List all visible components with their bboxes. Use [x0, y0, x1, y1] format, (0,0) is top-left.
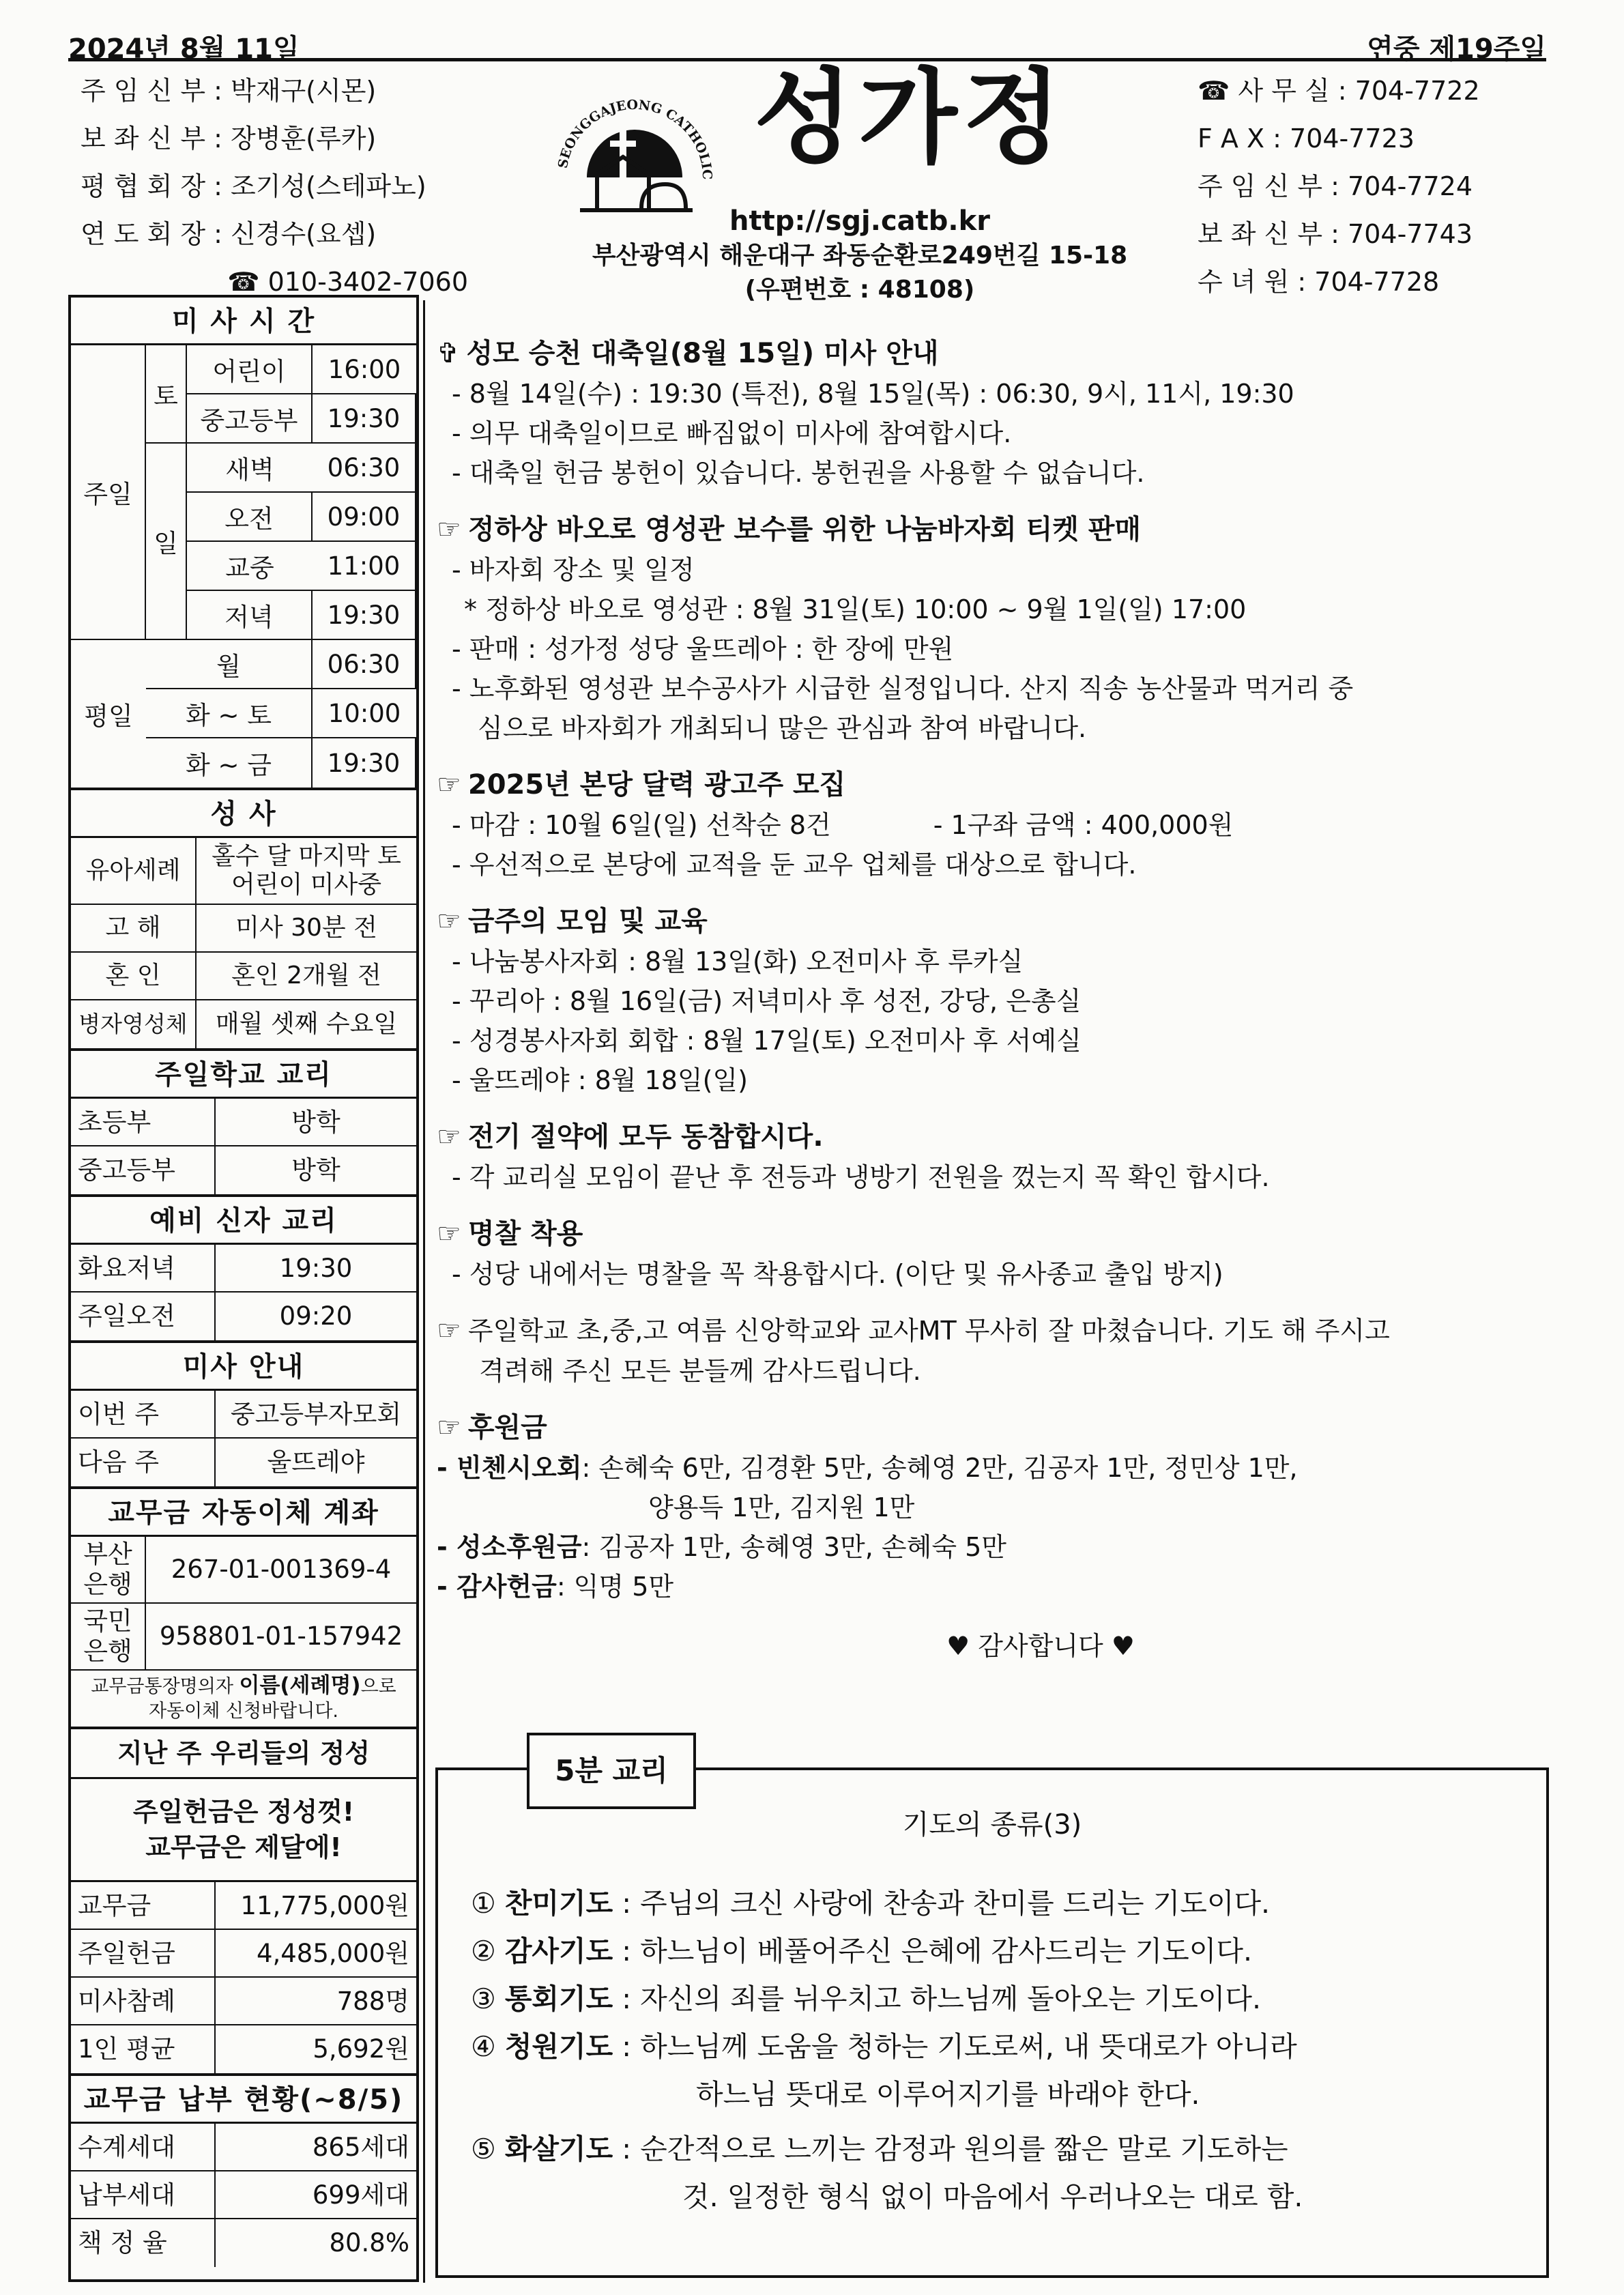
pointing-hand-icon: ☞: [437, 906, 461, 937]
school-group: 중고등부: [71, 1146, 216, 1194]
offering-amount: 788명: [216, 1978, 416, 2025]
header-left-staff: [81, 67, 490, 306]
church-url[interactable]: http://sgj.catb.kr: [729, 205, 990, 237]
contact-row: 수 녀 원 : 704-7728: [1198, 267, 1440, 297]
header-right-contacts: [1198, 67, 1546, 306]
announcement-line: - 우선적으로 본당에 교적을 둔 교우 업체를 대상으로 합니다.: [452, 850, 1137, 880]
school-group: 초등부: [71, 1099, 216, 1146]
announcement-title: 후원금: [467, 1412, 547, 1443]
sacraments-title: 성 사: [71, 790, 416, 838]
staff-row: 보 좌 신 부 : 장병훈(루카): [81, 124, 377, 154]
prayer-types-list: [471, 1879, 1522, 2221]
announcement-line: * 정하상 바오로 영성관 : 8월 31일(토) 10:00 ~ 9월 1일(일) 17:00: [464, 594, 1247, 624]
sunday-school-table: [71, 1099, 416, 1194]
prayer-item: ③ 통회기도 : 자신의 죄를 뉘우치고 하느님께 돌아오는 기도이다.: [471, 1982, 1262, 2015]
donation-row: - 빈첸시오회 : 손혜숙 6만, 김경환 5만, 송혜영 2만, 김공자 1만, 정민상 1만,: [437, 1453, 1298, 1483]
dues-value: 865세대: [216, 2124, 416, 2171]
announcement-title: 명찰 착용: [467, 1218, 583, 1250]
donation-row: - 감사헌금 : 익명 5만: [437, 1572, 674, 1602]
mass-times-title: 미 사 시 간: [71, 298, 416, 345]
mass-time: 09:00: [313, 493, 416, 542]
auto-transfer-section: [71, 1489, 416, 1729]
mass-time: 11:00: [313, 542, 416, 591]
dues-section: [71, 2076, 416, 2267]
thanks-note: ♥ 감사합니다 ♥: [946, 1631, 1135, 1661]
announcement-line: - 꾸리아 : 8월 16일(금) 저녁미사 후 성전, 강당, 은총실: [452, 986, 1082, 1016]
contact-phone: ☎ 010-3402-7060: [227, 267, 468, 297]
church-address: 부산광역시 해운대구 좌동순환로249번길 15-18: [592, 242, 1128, 270]
mass-time: 19:30: [313, 738, 416, 788]
sacrament-name: 고 해: [71, 905, 197, 953]
mass-time: 06:30: [313, 640, 416, 689]
mass-name: 어린이: [187, 345, 313, 394]
donation-row: 양용득 1만, 김지원 1만: [648, 1492, 915, 1522]
pointing-hand-icon: ☞: [437, 1218, 461, 1250]
catechumen-section: [71, 1197, 416, 1343]
announcement-bazaar: [437, 509, 1535, 748]
mass-info-section: [71, 1343, 416, 1489]
offering-table: [71, 1882, 416, 2073]
contact-row: F A X : 704-7723: [1198, 124, 1415, 154]
offering-amount: 11,775,000원: [216, 1882, 416, 1930]
left-sidebar: [68, 295, 419, 2282]
offering-item: 교무금: [71, 1882, 216, 1930]
donation-row: - 성소후원금 : 김공자 1만, 송혜영 3만, 손혜숙 5만: [437, 1532, 1007, 1562]
pointing-hand-icon: ☞: [437, 769, 461, 800]
prayer-item: ② 감사기도 : 하느님이 베풀어주신 은혜에 감사드리는 기도이다.: [471, 1935, 1253, 1967]
sacrament-info: 매월 셋째 수요일: [215, 1010, 398, 1038]
announcement-line: 심으로 바자회가 개최되니 많은 관심과 참여 바랍니다.: [478, 713, 1087, 743]
sacraments-section: [71, 790, 416, 1051]
announcement-line: - 8월 14일(수) : 19:30 (특전), 8월 15일(목) : 06:30, 9시, 11시, 19:30: [452, 379, 1294, 409]
announcement-assumption: [437, 333, 1535, 493]
mass-name: 교중: [187, 542, 313, 591]
sacrament-info: 혼인 2개월 전: [197, 953, 416, 1000]
dues-value: 80.8%: [329, 2228, 409, 2257]
catechumen-table: [71, 1245, 416, 1340]
account-number: 267-01-001369-4: [146, 1537, 416, 1604]
sacrament-name: 병자영성체: [71, 1000, 197, 1048]
mass-name: 화 ~ 토: [146, 689, 313, 738]
bank-name: 부산 은행: [71, 1537, 146, 1604]
liturgical-week: 연중 제19주일: [1367, 33, 1546, 65]
mass-name: 오전: [187, 493, 313, 542]
catechism-tag: 5분 교리: [527, 1733, 696, 1809]
staff-row: 평 협 회 장 : 조기성(스테파노): [81, 171, 426, 201]
announcements: [437, 333, 1535, 1666]
staff-row: 연 도 회 장 : 신경수(요셉): [81, 219, 377, 249]
announcement-name-tag: [437, 1213, 1535, 1294]
sunday-school-section: [71, 1051, 416, 1197]
contact-row: 주 임 신 부 : 704-7724: [1198, 171, 1473, 201]
pointing-hand-icon: ☞: [437, 1121, 461, 1153]
pointing-hand-icon: ☞: [437, 1315, 461, 1346]
prayer-item-continued: 하느님 뜻대로 이루어지기를 바래야 한다.: [696, 2078, 1200, 2111]
svg-text:SEONGGAJEONG CATHOLIC CHURCH: SEONGGAJEONG CATHOLIC: [555, 97, 715, 180]
catechumen-title: 예비 신자 교리: [71, 1197, 416, 1245]
mass-info-group: 중고등부자모회: [216, 1391, 416, 1439]
mass-time: 10:00: [313, 689, 416, 738]
announcement-title: 2025년 본당 달력 광고주 모집: [467, 769, 846, 800]
announcement-line: - 각 교리실 모임이 끝난 후 전등과 냉방기 전원을 껐는지 꼭 확인 합시다.: [452, 1162, 1270, 1192]
sunday-day-label: 일: [146, 444, 187, 640]
announcement-line: - 울뜨레야 : 8월 18일(일): [452, 1065, 748, 1095]
offering-section: [71, 1729, 416, 2076]
issue-date: 2024년 8월 11일: [68, 33, 300, 65]
account-table: [71, 1537, 416, 1671]
sunday-label: 주일: [71, 345, 146, 640]
announcement-meetings: [437, 901, 1535, 1100]
mass-name: 저녁: [187, 591, 313, 640]
sunday-school-title: 주일학교 교리: [71, 1051, 416, 1099]
mass-time: 19:30: [313, 591, 416, 640]
announcement-line: - 성당 내에서는 명찰을 꼭 착용합시다. (이단 및 유사종교 출입 방지): [452, 1259, 1223, 1289]
header-top-bar: [68, 27, 1546, 65]
mass-time: 16:00: [313, 345, 416, 394]
announcement-title: 정하상 바오로 영성관 보수를 위한 나눔바자회 티켓 판매: [467, 514, 1142, 545]
weekday-label: 평일: [84, 702, 133, 731]
mass-name: 중고등부: [187, 394, 313, 444]
mass-info-table: [71, 1391, 416, 1486]
announcement-summer-school: [437, 1310, 1535, 1391]
school-status: 방학: [216, 1099, 416, 1146]
offering-item: 1인 평균: [71, 2025, 216, 2073]
account-number: 958801-01-157942: [146, 1604, 416, 1671]
announcement-title: 성모 승천 대축일(8월 15일) 미사 안내: [466, 338, 939, 369]
announcement-line: - 의무 대축일이므로 빠짐없이 미사에 참여합시다.: [452, 418, 1012, 448]
announcement-line: 격려해 주신 모든 분들께 감사드립니다.: [479, 1356, 921, 1386]
offering-title: 지난 주 우리들의 정성: [117, 1738, 371, 1768]
dues-value: 699세대: [216, 2171, 416, 2219]
catechism-box: [435, 1754, 1549, 2278]
saturday-label: 토: [146, 345, 187, 444]
announcement-line: 주일학교 초,중,고 여름 신앙학교와 교사MT 무사히 잘 마쳤습니다. 기도 해 주시고: [467, 1316, 1390, 1346]
sacraments-table: [71, 838, 416, 1048]
mass-name: 화 ~ 금: [146, 738, 313, 788]
announcement-donations: [437, 1407, 1535, 1606]
announcement-power-saving: [437, 1116, 1535, 1197]
pointing-hand-icon: ☞: [437, 514, 461, 545]
sacrament-name: 유아세례: [71, 838, 197, 905]
mass-info-week: 다음 주: [71, 1439, 216, 1486]
sacrament-info: 홀수 달 마지막 토 어린이 미사중: [197, 838, 416, 905]
offering-amount: 4,485,000원: [216, 1930, 416, 1978]
announcement-line: - 나눔봉사자회 : 8월 13일(화) 오전미사 후 루카실: [452, 947, 1024, 977]
sacrament-info: 미사 30분 전: [197, 905, 416, 953]
mass-times-table: [71, 345, 416, 788]
masthead-title: 성가정: [754, 59, 1067, 177]
announcement-line: - 판매 : 성가정 성당 울뜨레아 : 한 장에 만원: [452, 634, 954, 664]
column-divider: [423, 300, 425, 2283]
mass-info-group: 울뜨레야: [267, 1447, 365, 1477]
contact-row: ☎ 사 무 실 : 704-7722: [1198, 76, 1480, 106]
auto-transfer-title: 교무금 자동이체 계좌: [71, 1489, 416, 1537]
announcement-line: - 바자회 장소 및 일정: [452, 555, 695, 585]
mass-info-week: 이번 주: [71, 1391, 216, 1439]
cross-icon: ✞: [437, 338, 460, 369]
mass-time: 19:30: [313, 394, 416, 444]
catechumen-time: 19:30: [216, 1245, 416, 1293]
offering-amount: 5,692원: [313, 2034, 409, 2064]
announcement-title: 전기 절약에 모두 동참합시다.: [467, 1121, 824, 1153]
announcement-line: - 노후화된 영성관 보수공사가 시급한 실정입니다. 산지 직송 농산물과 먹거리 중: [452, 674, 1354, 704]
offering-item: 미사참례: [71, 1978, 216, 2025]
offering-slogan: 주일헌금은 정성껏! 교무금은 제달에!: [71, 1777, 416, 1882]
dues-item: 수계세대: [71, 2124, 216, 2171]
pointing-hand-icon: ☞: [437, 1412, 461, 1443]
announcement-title: 금주의 모임 및 교육: [467, 906, 708, 937]
account-note: 교무금통장명의자 이름(세례명)으로 자동이체 신청바랍니다.: [91, 1673, 396, 1722]
announcement-line: - 마감 : 10월 6일(일) 선착순 8건 - 1구좌 금액 : 400,000원: [452, 810, 1234, 840]
header-center: [573, 203, 1146, 307]
announcement-line: - 성경봉사자회 회합 : 8월 17일(토) 오전미사 후 서예실: [452, 1026, 1082, 1056]
offering-item: 주일헌금: [71, 1930, 216, 1978]
dues-table: [71, 2124, 416, 2267]
mass-name: 월: [146, 640, 313, 689]
catechism-title: 기도의 종류(3): [902, 1809, 1082, 1841]
catechumen-time: 09:20: [279, 1301, 353, 1331]
dues-item: 책 정 율: [71, 2219, 216, 2267]
contact-row: 보 좌 신 부 : 704-7743: [1198, 219, 1473, 249]
mass-time: 06:30: [313, 444, 416, 493]
school-status: 방학: [291, 1155, 340, 1185]
prayer-item: ⑤ 화살기도 : 순간적으로 느끼는 감정과 원의를 짧은 말로 기도하는: [471, 2133, 1288, 2165]
announcement-calendar-ads: [437, 764, 1535, 884]
prayer-item: ① 찬미기도 : 주님의 크신 사랑에 찬송과 찬미를 드리는 기도이다.: [471, 1887, 1271, 1920]
catechumen-session: 주일오전: [71, 1293, 216, 1340]
mass-name: 새벽: [187, 444, 313, 493]
dues-item: 납부세대: [71, 2171, 216, 2219]
sacrament-name: 혼 인: [71, 953, 197, 1000]
announcement-line: - 대축일 헌금 봉헌이 있습니다. 봉헌권을 사용할 수 없습니다.: [452, 458, 1145, 488]
staff-row: 주 임 신 부 : 박재구(시몬): [81, 76, 377, 106]
dues-title: 교무금 납부 현황(~8/5): [71, 2076, 416, 2124]
prayer-item: ④ 청원기도 : 하느님께 도움을 청하는 기도로써, 내 뜻대로가 아니라: [471, 2030, 1297, 2063]
catechumen-session: 화요저녁: [71, 1245, 216, 1293]
mass-times-section: [71, 298, 416, 790]
prayer-item-continued: 것. 일정한 형식 없이 마음에서 우러나오는 대로 함.: [682, 2180, 1303, 2213]
church-zipcode: (우편번호 : 48108): [744, 276, 975, 304]
mass-info-title: 미사 안내: [71, 1343, 416, 1391]
bank-name: 국민 은행: [71, 1604, 146, 1671]
